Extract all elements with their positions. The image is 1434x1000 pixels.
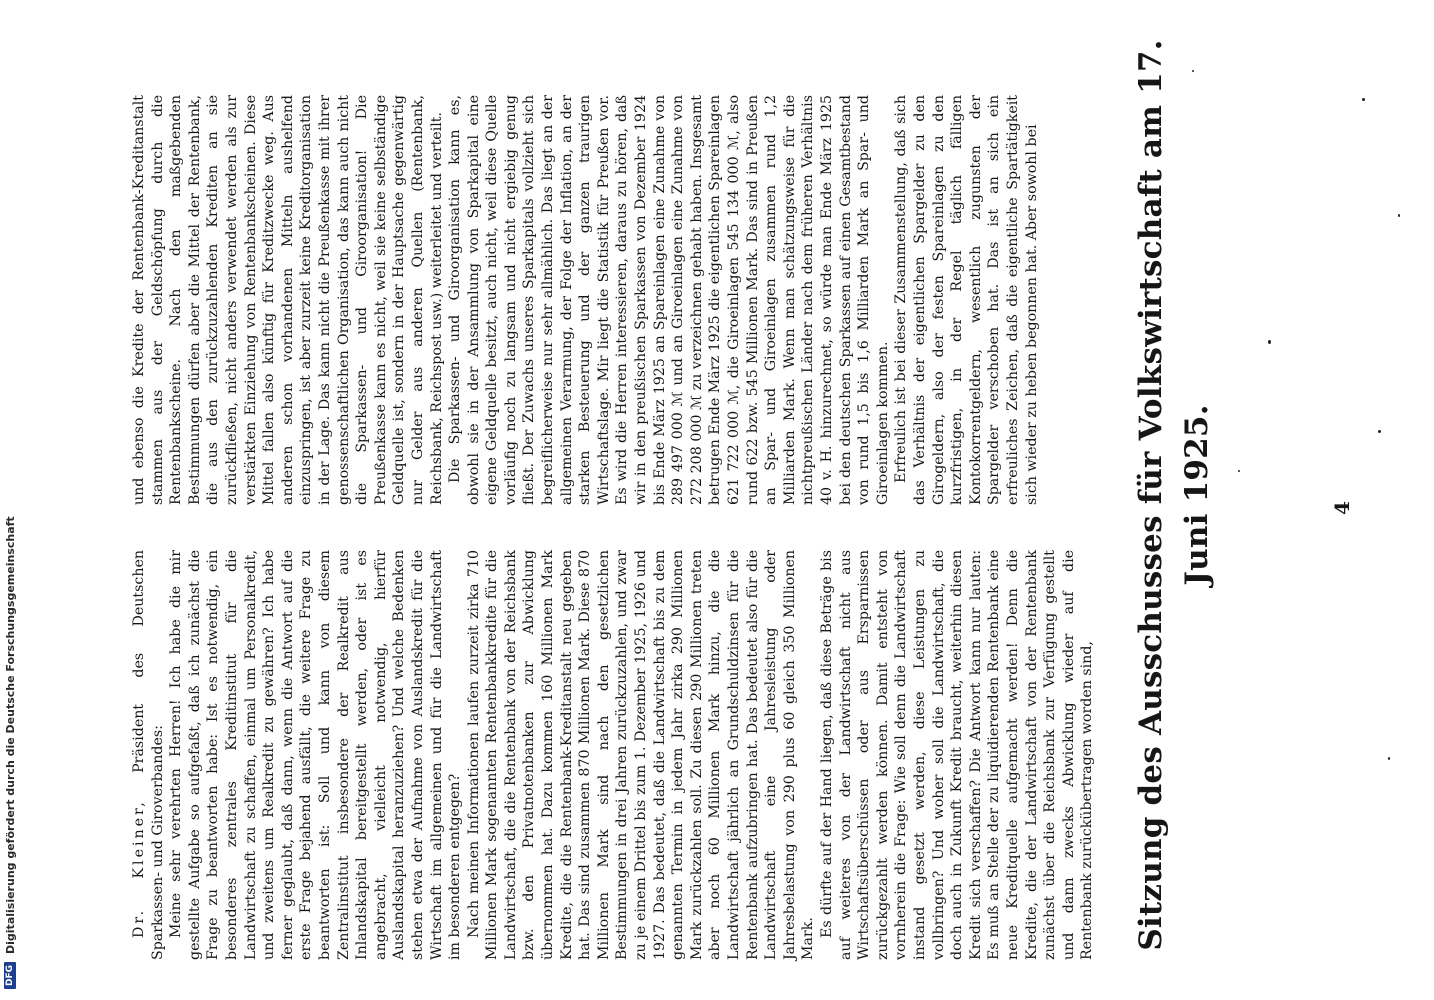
text-column-left xyxy=(130,550,1095,960)
paragraph: Die Sparkassen- und Giroorganisation kann es, obwohl sie in der Ansammlung von Sparkapital eine eigene Geldquelle besitzt, auch nicht, weil diese Quelle vorläufig noch zu langsam und nicht ergiebig genug fließt. Der Zuwachs unseres Sparkapitals vollzieht sich begreiflicherweise nur sehr allmählich. Das liegt an der allgemeinen Verarmung, der Folge der Inflation, an der starken Besteuerung und der ganzen traurigen Wirtschaftslage. Mir liegt die Statistik für Preußen vor. Es wird die Herren interessieren, daraus zu hören, daß wir in den preußischen Sparkassen von Dezember 1924 bis Ende März 1925 an Spareinlagen eine Zunahme von 289 497 000 ℳ und an Giroeinlagen eine Zunahme von 272 208 000 ℳ zu verzeichnen gehabt haben. Insgesamt betrugen Ende März 1925 die eigentlichen Spareinlagen 621 722 000 ℳ, die Giroeinlagen 545 134 000 ℳ, also rund 622 bzw. 545 Millionen Mark. Das sind in Preußen an Spar- und Giroeinlagen zusammen rund 1,2 Milliarden Mark. Wenn man schätzungsweise für die nichtpreußischen Länder nach dem früheren Verhältnis 40 v. H. hinzurechnet, so würde man Ende März 1925 bei den deutschen Sparkassen auf einen Gesamtbestand von rund 1,5 bis 1,6 Milliarden Mark an Spar- und Giroeinlagen kommen. xyxy=(447,95,891,505)
speaker-intro xyxy=(130,550,167,960)
page-title-container xyxy=(1128,30,1215,960)
digitization-footer xyxy=(0,5,20,995)
paragraph: Meine sehr verehrten Herren! Ich habe die mir gestellte Aufgabe so aufgefaßt, daß ich zunächst die Frage zu beantworten habe: Ist es notwendig, ein besonderes zentrales Kreditinstitut für die Landwirtschaft zu schaffen, einmal um Personalkredit, und zweitens um Realkredit zu gewähren? Ich habe ferner geglaubt, daß dann, wenn die Antwort auf die erste Frage bejahend ausfällt, die weitere Frage zu beantworten ist: Soll und kann von diesem Zentralinstitut insbesondere der Realkredit aus Inlandskapital bereitgestellt werden, oder ist es angebracht, vielleicht notwendig, hierfür Auslandskapital heranzuziehen? Und welche Bedenken stehen etwa der Aufnahme von Auslandskredit für die Wirtschaft im allgemeinen und für die Landwirtschaft im besonderen entgegen? xyxy=(168,550,464,960)
scan-speck xyxy=(1398,214,1400,217)
page-number-container xyxy=(1322,488,1362,528)
scan-speck xyxy=(1192,70,1194,72)
paragraph: Nach meinen Informationen laufen zurzeit zirka 710 Millionen Mark sogenannten Rentenbankkredite für die Landwirtschaft, die die Rentenbank von der Reichsbank bzw. den Privatnotenbanken zur Abwicklung übernommen hat. Dazu kommen 160 Millionen Mark Kredite, die die Rentenbank-Kreditanstalt neu gegeben hat. Das sind zusammen 870 Millionen Mark. Diese 870 Millionen Mark sind nach den gesetzlichen Bestimmungen in drei Jahren zurückzuzahlen, und zwar zu je einem Drittel bis zum 1. Dezember 1925, 1926 und 1927. Das bedeutet, daß die Landwirtschaft bis zu dem genannten Termin in jedem Jahr zirka 290 Millionen Mark zurückzahlen soll. Zu diesen 290 Millionen treten aber noch 60 Millionen Mark hinzu, die die Landwirtschaft jährlich an Grundschuldzinsen für die Rentenbank aufzubringen hat. Das bedeutet also für die Landwirtschaft eine Jahresleistung oder Jahresbelastung von 290 plus 60 gleich 350 Millionen Mark. xyxy=(465,550,817,960)
page-number: 4 xyxy=(1330,501,1354,515)
dfg-logo: DFG xyxy=(4,962,16,989)
digitization-note: Digitalisierung gefördert durch die Deutsche Forschungsgemeinschaft xyxy=(3,516,17,954)
text-column-right xyxy=(130,95,1095,505)
speaker-name: Dr. Kleiner, xyxy=(131,799,147,938)
scan-speck xyxy=(1362,98,1365,101)
scan-speck xyxy=(1378,430,1381,433)
paragraph: und ebenso die Kredite der Rentenbank-Kreditanstalt stammen aus der Geldschöpfung durch die Rentenbankscheine. Nach den maßgebenden Bestimmungen dürfen aber die Mittel der Rentenbank, die aus den zurückzuzahlenden Krediten an sie zurückfließen, nicht anders verwendet werden als zur verstärkten Einziehung von Rentenbankscheinen. Diese Mittel fallen also künftig für Kreditzwecke weg. Aus anderen schon vorhandenen Mitteln aushelfend einzuspringen, ist aber zurzeit keine Kreditorganisation in der Lage. Das kann nicht die Preußenkasse mit ihrer genossenschaftlichen Organisation, das kann auch nicht die Sparkassen- und Giroorganisation! Die Preußenkasse kann es nicht, weil sie keine selbständige Geldquelle ist, sondern in der Hauptsache gegenwärtig nur Gelder aus anderen Quellen (Rentenbank, Reichsbank, Reichspost usw.) weiterleitet und verteilt. xyxy=(131,95,445,505)
scan-speck xyxy=(1268,340,1271,344)
scan-speck xyxy=(1238,470,1240,472)
page-title: Sitzung des Ausschusses für Volkswirtschaft am 17. Juni 1925. xyxy=(1133,39,1215,951)
paragraph: Erfreulich ist bei dieser Zusammenstellung, daß sich das Verhältnis der eigentlichen Spargelder zu den Girogeldern, also der festen Spareinlagen zu den kurzfristigen, in der Regel täglich fälligen Kontokorrentgeldern, wesentlich zugunsten der Spargelder verschoben hat. Das ist an sich ein erfreuliches Zeichen, daß die eigentliche Spartätigkeit sich wieder zu heben begonnen hat. Aber sowohl bei xyxy=(893,95,1040,505)
paragraph: Es dürfte auf der Hand liegen, daß diese Beträge bis auf weiteres von der Landwirtschaft nicht aus Wirtschaftsüberschüssen oder aus Ersparnissen zurückgezahlt werden können. Damit entsteht von vornherein die Frage: Wie soll denn die Landwirtschaft instand gesetzt werden, diese Leistungen zu vollbringen? Und woher soll die Landwirtschaft, die doch auch in Zukunft Kredit braucht, weiterhin diesen Kredit sich verschaffen? Die Antwort kann nur lauten: Es muß an Stelle der zu liquidierenden Rentenbank eine neue Kreditquelle aufgemacht werden! Denn die Kredite, die der Landwirtschaft von der Rentenbank zunächst über die Reichsbank zur Verfügung gestellt und dann zwecks Abwicklung wieder auf die Rentenbank zurückübertragen worden sind, xyxy=(818,550,1096,960)
scan-speck xyxy=(1388,757,1390,760)
speaker-role: Präsident des Deutschen Sparkassen- und Giroverbandes: xyxy=(131,549,166,960)
